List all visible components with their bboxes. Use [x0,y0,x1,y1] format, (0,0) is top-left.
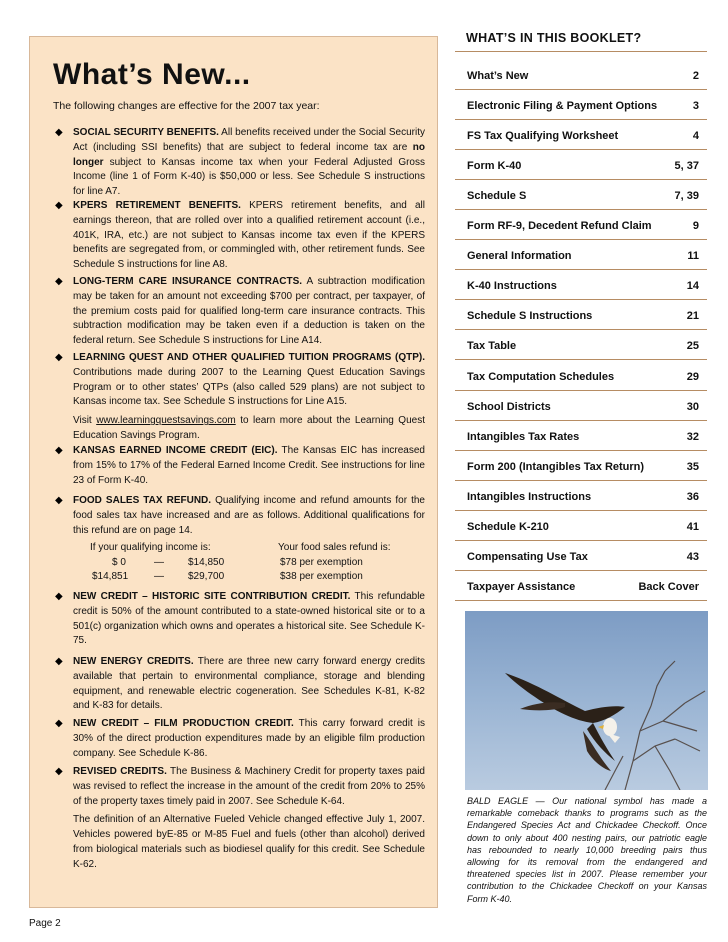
diamond-bullet-icon: ◆ [55,718,63,729]
toc-label: Form RF-9, Decedent Refund Claim [467,220,652,233]
toc-row[interactable] [467,551,699,563]
income-header: If your qualifying income is: [90,542,211,553]
toc-row[interactable] [467,401,699,413]
toc-page: 30 [686,400,699,413]
toc-divider [455,51,707,52]
item-energy-credits: ◆ NEW ENERGY CREDITS. There are three new carry forward energy credits available that pertain to environmental compliance, storage and blending equipment, and renewable electric cogeneration. See Schedules K-81, K-82 and K-83 for details. [55,656,426,712]
toc-label: FS Tax Qualifying Worksheet [467,130,619,143]
toc-label: Intangibles Instructions [467,490,592,503]
toc-page: Back Cover [638,580,699,593]
intro-text: The following changes are effective for the 2007 tax year: [53,100,320,112]
toc-divider [455,480,707,481]
toc-row[interactable] [467,100,699,112]
bald-eagle-photo [465,611,708,790]
item-historic-site: ◆ NEW CREDIT – HISTORIC SITE CONTRIBUTION CREDIT. This refundable credit is 50% of the amount contributed to a state-owned historical site or to a 501(c) organization which owns and operates a historical site. See Schedule K-75. [55,591,425,647]
toc-divider [455,540,707,541]
toc-label: Form 200 (Intangibles Tax Return) [467,460,645,473]
toc-page: 9 [692,220,699,233]
toc-divider [455,119,707,120]
toc-label: General Information [467,250,572,263]
toc-divider [455,600,707,601]
toc-page: 2 [692,70,699,82]
toc-row[interactable] [467,431,699,443]
toc-page: 43 [686,550,699,563]
diamond-bullet-icon: ◆ [55,352,63,363]
toc-page: 35 [686,460,699,473]
toc-page: 36 [686,490,699,503]
table-cell: $78 per exemption [280,557,363,568]
toc-row[interactable] [467,340,699,352]
diamond-bullet-icon: ◆ [55,127,63,138]
toc-row[interactable] [467,581,699,593]
toc-page: 7, 39 [674,190,699,203]
toc-divider [455,420,707,421]
learning-quest-link[interactable]: www.learningquestsavings.com [96,415,236,427]
toc-divider [455,329,707,330]
toc-divider [455,359,707,360]
toc-divider [455,390,707,391]
toc-row[interactable] [467,70,699,82]
toc-divider [455,149,707,150]
toc-divider [455,570,707,571]
toc-divider [455,510,707,511]
diamond-bullet-icon: ◆ [55,656,63,667]
item-learning-quest: ◆ LEARNING QUEST AND OTHER QUALIFIED TUITION PROGRAMS (QTP). Contributions made during 2007 to the Learning Quest Education Savings Program or to other states’ QTPs (also called 529 plans) are not subject to Kansas income tax. See Schedule S instructions for Line A15. Visit www.learningquestsavings.com to learn more about the Learning Quest Education Savings Program. [55,352,425,441]
diamond-bullet-icon: ◆ [55,766,63,777]
item-revised-credits: ◆ REVISED CREDITS. The Business & Machinery Credit for property taxes paid was revised to reflect the increase in the amount of the credit from 20% to 25% of the property taxes timely paid in 2007. See Schedule K-64. The definition of an Alternative Fueled Vehicle changed effective July 1, 2007. Vehicles powered byE-85 or M-85 Fuel and fuels (other than alcohol) derived from biological materials such as biodiesel qualify for this credit. See Schedule K-62. [55,766,425,870]
toc-page: 29 [686,370,699,383]
toc-label: Compensating Use Tax [467,550,588,563]
toc-row[interactable] [467,250,699,262]
item-kpers: ◆ KPERS RETIREMENT BENEFITS. KPERS retirement benefits, and all earnings thereon, that are rolled over into a qualified retirement account (i.e., 401K, IRA, etc.) are not subject to Kansas income tax even if the KPERS benefits are segregated from, or commingled with, other retirement funds. See Schedule S instructions for line A8. [55,200,425,271]
toc-label: K-40 Instructions [467,280,557,293]
toc-page: 14 [686,280,699,293]
refund-header: Your food sales refund is: [278,542,391,553]
toc-label: Tax Table [467,340,517,353]
table-cell: $14,850 [188,557,225,568]
eagle-caption: BALD EAGLE — Our national symbol has made a remarkable comeback thanks to programs such as the Endangered Species Act and Chickadee Checkoff. Once down to only about 400 nesting pairs, our patriotic eagle has rebounded to nearly 10,000 breeding pairs thus allowing for its removal from the endangered and threatened species list in 2007. Please remember your contribution to the Chickadee Checkoff on your Kansas Form K-40. [467,796,707,904]
item-food-sales-tax: ◆ FOOD SALES TAX REFUND. Qualifying income and refund amounts for the food sales tax have increased and are as follows. Additional qualifications for this refund are on page 14. [55,495,425,536]
toc-label: What’s New [467,70,529,82]
diamond-bullet-icon: ◆ [55,495,63,506]
diamond-bullet-icon: ◆ [55,276,63,287]
toc-row[interactable] [467,461,699,473]
toc-label: Schedule S [467,190,527,203]
toc-row[interactable] [467,280,699,292]
toc-row[interactable] [467,220,699,232]
toc-label: Taxpayer Assistance [467,580,576,593]
toc-page: 11 [687,250,699,263]
toc-label: Schedule K-210 [467,520,549,533]
toc-row[interactable] [467,310,699,322]
diamond-bullet-icon: ◆ [55,445,63,456]
table-cell: $14,851 [92,571,129,582]
item-social-security: ◆ SOCIAL SECURITY BENEFITS. All benefits received under the Social Security Act (including SSI benefits) that are subject to federal income tax are no longer subject to Kansas income tax when your Federal Adjusted Gross Income (line 1 of Form K-40) is $50,000 or less. See Schedule S instructions for line A7. [55,127,425,198]
toc-page: 21 [686,310,699,323]
toc-row[interactable] [467,371,699,383]
item-kansas-eic: ◆ KANSAS EARNED INCOME CREDIT (EIC). The Kansas EIC has increased from 15% to 17% of the Federal Earned Income Credit. See instructions for line 23 of Form K-40. [55,445,425,486]
diamond-bullet-icon: ◆ [55,591,63,602]
toc-divider [455,89,707,90]
toc-page: 3 [692,100,699,113]
toc-page: 25 [686,340,699,353]
table-cell: — [154,571,164,582]
table-cell: $38 per exemption [280,571,363,582]
toc-label: Tax Computation Schedules [467,370,615,383]
toc-page: 5, 37 [674,160,699,173]
toc-row[interactable] [467,160,699,172]
toc-page: 41 [686,520,699,533]
toc-divider [455,450,707,451]
item-long-term-care: ◆ LONG-TERM CARE INSURANCE CONTRACTS. A subtraction modification may be taken for an amount not exceeding $700 per contract, per taxpayer, of the premium costs paid for qualified long-term care insurance contracts. This subtraction modification may be taken even if a deduction is taken on the federal return. See Schedule S instructions for Line A14. [55,276,425,347]
diamond-bullet-icon: ◆ [55,200,63,211]
item-film-production: ◆ NEW CREDIT – FILM PRODUCTION CREDIT. This carry forward credit is 30% of the direct production expenditures made by an eligible film production company. See Schedule K-86. [55,718,425,759]
toc-label: School Districts [467,400,551,413]
table-cell: — [154,557,164,568]
toc-label: Intangibles Tax Rates [467,430,580,443]
table-cell: $ 0 [112,557,126,568]
page-number: Page 2 [29,918,61,929]
toc-divider [455,209,707,210]
toc-row[interactable] [467,190,699,202]
toc-divider [455,179,707,180]
toc-row[interactable] [467,521,699,533]
toc-label: Electronic Filing & Payment Options [467,100,658,113]
toc-heading: WHAT’S IN THIS BOOKLET? [466,31,642,45]
toc-divider [455,269,707,270]
toc-row[interactable] [467,491,699,503]
toc-divider [455,239,707,240]
toc-page: 4 [692,130,699,143]
table-cell: $29,700 [188,571,225,582]
toc-page: 32 [686,430,699,443]
toc-label: Form K-40 [467,160,522,173]
toc-divider [455,299,707,300]
toc-row[interactable] [467,130,699,142]
page-title: What’s New... [53,58,251,91]
toc-label: Schedule S Instructions [467,310,593,323]
